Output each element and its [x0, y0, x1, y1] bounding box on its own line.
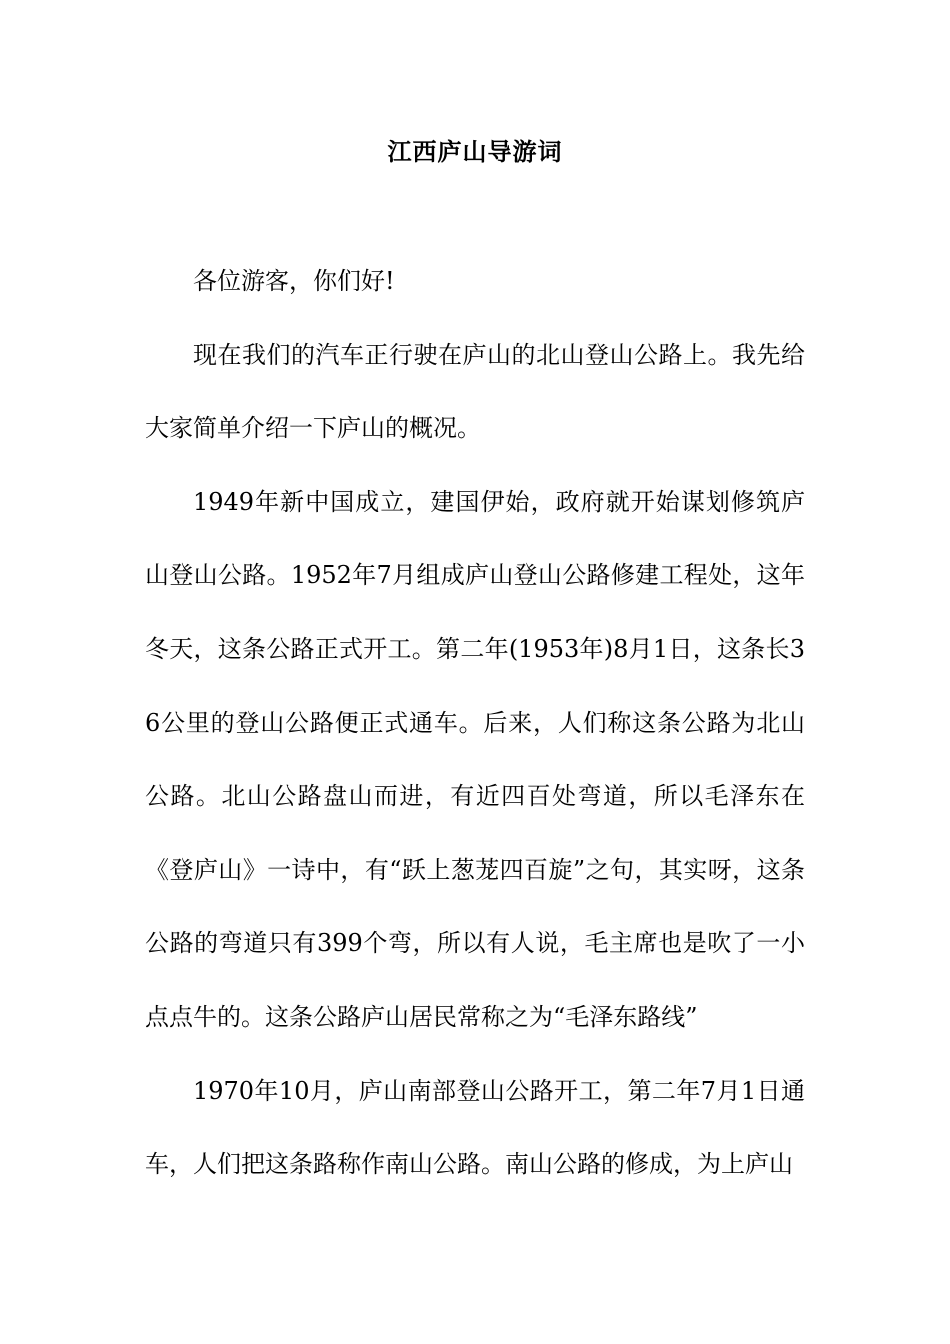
- document-title: 江西庐山导游词: [387, 137, 563, 166]
- document-body: [145, 245, 805, 1202]
- paragraph-south-road: 1970年10月，庐山南部登山公路开工，第二年7月1日通车，人们把这条路称作南山公路。南山公路的修成，为上庐山: [145, 1076, 805, 1179]
- paragraph-north-road: 1949年新中国成立，建国伊始，政府就开始谋划修筑庐山登山公路。1952年7月组成庐山登山公路修建工程处，这年冬天，这条公路正式开工。第二年(1953年)8月1日，这条长36公里的登山公路便正式通车。后来，人们称这条公路为北山公路。北山公路盘山而进，有近四百处弯道，所以毛泽东在《登庐山》一诗中，有“跃上葱茏四百旋”之句，其实呀，这条公路的弯道只有399个弯，所以有人说，毛主席也是吹了一小点点牛的。这条公路庐山居民常称之为“毛泽东路线”: [145, 487, 805, 1031]
- paragraph-greeting: 各位游客，你们好!: [193, 267, 395, 295]
- paragraph-intro: 现在我们的汽车正行驶在庐山的北山登山公路上。我先给大家简单介绍一下庐山的概况。: [145, 340, 805, 443]
